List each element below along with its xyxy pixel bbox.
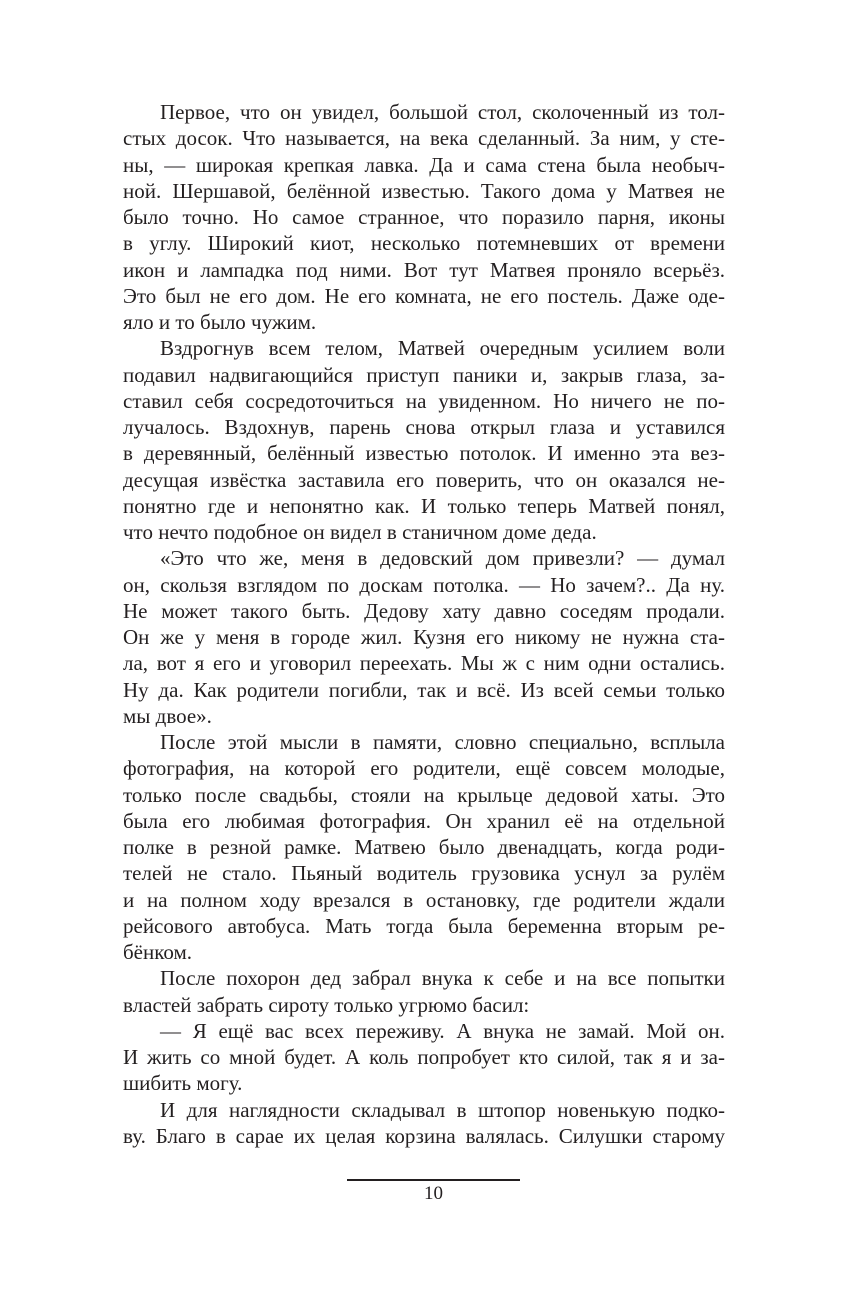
text-line: ной. Шершавой, белённой известью. Такого дома у Матвея не	[123, 178, 725, 203]
text-line: фотография, на которой его родители, ещё совсем молодые,	[123, 756, 725, 781]
text-line: Это был не его дом. Не его комната, не его постель. Даже оде-	[123, 283, 725, 308]
text-line: — Я ещё вас всех переживу. А внука не замай. Мой он.	[160, 1018, 725, 1043]
text-line: и на полном ходу врезался в остановку, где родители ждали	[123, 887, 725, 912]
paragraph	[123, 99, 725, 335]
text-line: яло и то было чужим.	[123, 310, 317, 334]
text-line: что нечто подобное он видел в станичном доме деда.	[123, 520, 597, 544]
text-line: мы двое».	[123, 703, 212, 728]
text-line: властей забрать сироту только угрюмо басил:	[123, 992, 530, 1017]
text-line: ставил себя сосредоточиться на увиденном. Но ничего не по-	[123, 388, 725, 413]
paragraph	[123, 965, 725, 1018]
text-line: ны, — широкая крепкая лавка. Да и сама стена была необыч-	[123, 152, 725, 177]
text-line: шибить могу.	[123, 1071, 243, 1096]
paragraph	[123, 1097, 725, 1150]
text-line: была его любимая фотография. Он хранил её на отдельной	[123, 808, 725, 833]
text-line: После этой мысли в памяти, словно специально, всплыла	[160, 730, 725, 754]
text-line: рейсового автобуса. Мать тогда была беременна вторым ре-	[123, 913, 725, 938]
text-line: в деревянный, белённый известью потолок. И именно эта вез-	[123, 441, 725, 466]
text-line: Ну да. Как родители погибли, так и всё. Из всей семьи только	[123, 677, 725, 702]
paragraph	[123, 545, 725, 729]
paragraph	[123, 729, 725, 965]
page-number: 10	[424, 1183, 443, 1204]
text-line: ву. Благо в сарае их целая корзина валялась. Силушки старому	[123, 1123, 725, 1148]
text-line: понятно где и непонятно как. И только теперь Матвей понял,	[123, 493, 725, 518]
text-line: Он же у меня в городе жил. Кузня его никому не нужна ста-	[123, 625, 725, 649]
text-line: ла, вот я его и уговорил переехать. Мы ж с ним одни остались.	[123, 651, 725, 676]
page-body	[123, 99, 725, 1149]
text-line: И для наглядности складывал в штопор новенькую подко-	[160, 1097, 725, 1122]
text-line: Вздрогнув всем телом, Матвей очередным усилием воли	[160, 336, 725, 361]
text-line: десущая извёстка заставила его поверить, что он оказался не-	[123, 467, 725, 492]
text-line: лучалось. Вздохнув, парень снова открыл глаза и уставился	[123, 415, 725, 439]
text-line: Не может такого быть. Дедову хату давно соседям продали.	[123, 598, 725, 623]
paragraph	[123, 335, 725, 545]
text-line: И жить со мной будет. А коль попробует кто силой, так я и за-	[123, 1045, 725, 1069]
text-line: телей не стало. Пьяный водитель грузовика уснул за рулём	[123, 861, 725, 886]
text-line: только после свадьбы, стояли на крыльце дедовой хаты. Это	[123, 782, 725, 807]
text-line: бёнком.	[123, 940, 193, 964]
text-line: подавил надвигающийся приступ паники и, закрыв глаза, за-	[123, 362, 725, 387]
text-line: икон и лампадка под ними. Вот тут Матвея проняло всерьёз.	[123, 257, 725, 282]
text-line: После похорон дед забрал внука к себе и на все попытки	[160, 966, 725, 991]
footer-rule	[347, 1179, 520, 1181]
text-line: стых досок. Что называется, на века сделанный. За ним, у сте-	[123, 126, 725, 151]
text-line: полке в резной рамке. Матвею было двенадцать, когда роди-	[123, 835, 725, 859]
paragraph	[123, 1018, 725, 1097]
text-line: «Это что же, меня в дедовский дом привезли? — думал	[160, 546, 725, 571]
text-line: в углу. Широкий киот, несколько потемневших от времени	[123, 231, 725, 256]
text-line: он, скользя взглядом по доскам потолка. — Но зачем?.. Да ну.	[123, 572, 725, 597]
text-line: было точно. Но самое странное, что поразило парня, иконы	[123, 205, 725, 229]
text-line: Первое, что он увидел, большой стол, сколоченный из тол-	[160, 100, 725, 124]
